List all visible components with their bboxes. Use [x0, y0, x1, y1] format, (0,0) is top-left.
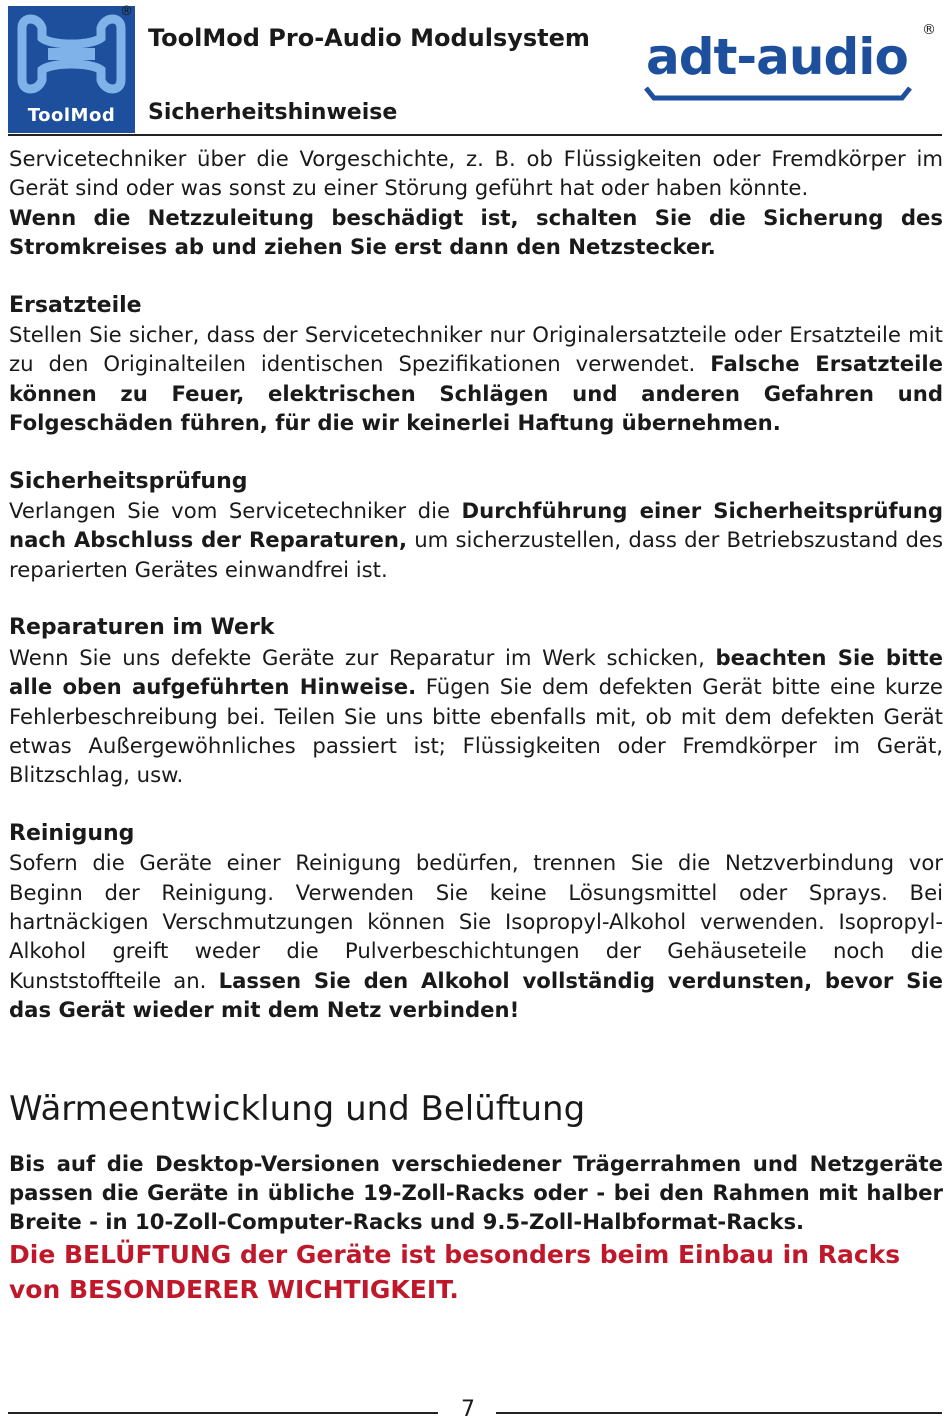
intro-text: Servicetechniker über die Vorgeschichte, z. B. ob Flüssigkeiten oder Fremdkörper im Gerät sind oder was sonst zu einer Störung geführt hat oder haben könnte.	[9, 146, 943, 201]
brand-underline-icon	[640, 22, 940, 102]
intro-paragraph	[9, 144, 943, 262]
section-text: Sofern die Geräte einer Reinigung bedürfen, trennen Sie die Netzverbindung vor Beginn der Reinigung. Verwenden Sie keine Lösungsmittel oder Sprays. Bei hartnäckigen Verschmutzungen können Sie Isopropyl-Alkohol verwenden. Isopropyl-Alkohol greift weder die Pulverbeschichtungen der Gehäuseteile noch die Kunststoffteile an.	[9, 850, 943, 993]
section-title: Ersatzteile	[9, 292, 142, 318]
section-paragraph	[9, 320, 943, 438]
document-title: ToolMod Pro-Audio Modulsystem	[148, 24, 590, 52]
section-text: Wenn Sie uns defekte Geräte zur Reparatur im Werk schicken,	[9, 644, 705, 670]
section-text: Stellen Sie sicher, dass der Servicetechniker nur Originalersatzteile oder Ersatzteile mit zu den Originalteilen identischen Spezifikationen verwendet.	[9, 322, 943, 377]
page-number: 7	[461, 1397, 475, 1422]
section-ersatzteile	[9, 291, 943, 438]
section-sicherheitspruefung	[9, 467, 943, 585]
section-reinigung	[9, 819, 943, 1025]
section-title: Reinigung	[9, 820, 135, 846]
footer-rule-left	[8, 1412, 438, 1414]
section-bold-text: beachten Sie bitte alle oben aufgeführten Hinweise.	[9, 644, 943, 700]
section-bold-text: Lassen Sie den Alkohol vollständig verdunsten, bevor Sie das Gerät wieder mit dem Netz verbinden!	[9, 967, 943, 1023]
section-paragraph	[9, 643, 943, 790]
section-bold-text: Falsche Ersatzteile können zu Feuer, elektrischen Schlägen und anderen Gefahren und Folgeschäden führen, für die wir keinerlei Haftung übernehmen.	[9, 351, 943, 436]
chapter-bold-paragraph: Bis auf die Desktop-Versionen verschiedener Trägerrahmen und Netzgeräte passen die Geräte in übliche 19-Zoll-Racks oder - bei den Rahmen mit halber Breite - in 10-Zoll-Computer-Racks und 9.5-Zoll-Halbformat-Racks.	[9, 1150, 943, 1235]
page-content	[9, 144, 943, 1307]
brand-registered-mark: ®	[922, 22, 936, 38]
section-title: Sicherheitsprüfung	[9, 468, 248, 494]
ventilation-warning: Die BELÜFTUNG der Geräte ist besonders beim Einbau in Racks von BESONDERER WICHTIGKEIT.	[9, 1239, 901, 1304]
chapter-heading: Wärmeentwicklung und Belüftung	[9, 1088, 586, 1129]
section-bold-text: Durchführung einer Sicherheitsprüfung nach Abschluss der Reparaturen,	[9, 498, 943, 553]
section-text: um sicherzustellen, dass der Betriebszustand des reparierten Gerätes einwandfrei ist.	[9, 527, 943, 582]
adt-audio-logo	[640, 22, 940, 102]
section-title: Reparaturen im Werk	[9, 615, 275, 641]
toolmod-logo-icon	[8, 6, 135, 106]
logo-text: ToolMod	[27, 105, 116, 126]
document-subtitle: Sicherheitshinweise	[148, 100, 398, 125]
section-text: Fügen Sie dem defekten Gerät bitte eine kurze Fehlerbeschreibung bei. Teilen Sie uns bitte ebenfalls mit, ob mit dem defekten Gerät etwas Außergewöhnliches passiert ist; Flüssigkeiten oder Fremdkörper im Gerät, Blitzschlag, usw.	[9, 674, 943, 788]
section-reparaturen	[9, 613, 943, 789]
intro-bold-text: Wenn die Netzzuleitung beschädigt ist, schalten Sie die Sicherung des Stromkreises ab und ziehen Sie erst dann den Netzstecker.	[9, 204, 943, 260]
toolmod-logo	[8, 6, 135, 133]
footer-rule-right	[496, 1412, 942, 1414]
registered-mark: ®	[120, 4, 133, 19]
brand-name: adt-audio	[646, 28, 908, 86]
header-divider	[8, 134, 942, 136]
section-paragraph	[9, 496, 943, 584]
section-text: Verlangen Sie vom Servicetechniker die	[9, 498, 451, 524]
section-paragraph	[9, 848, 943, 1024]
